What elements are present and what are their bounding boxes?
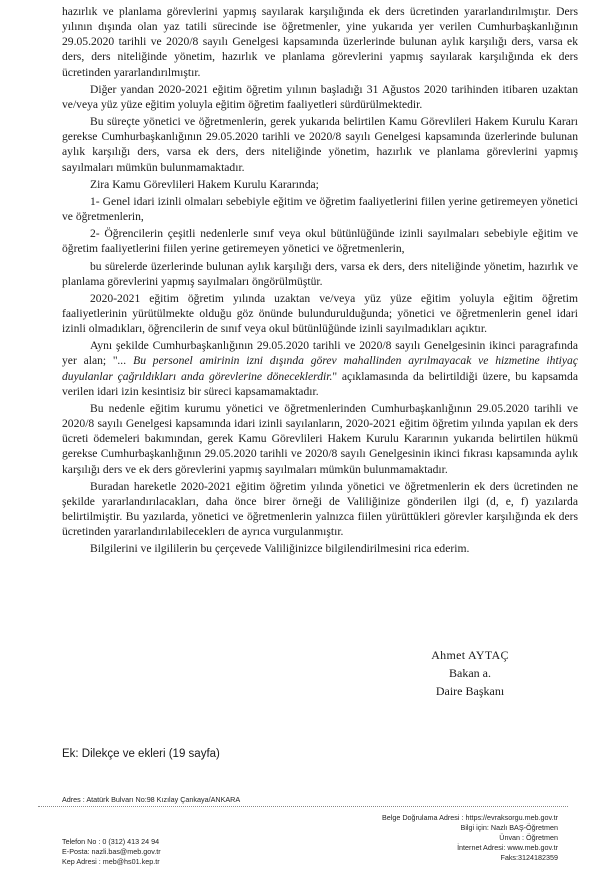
signatory-title-1: Bakan a.: [449, 666, 491, 680]
footer-contact: [62, 837, 161, 867]
paragraph-8: 2020-2021 eğitim öğretim yılında uzaktan ve/veya yüz yüze eğitim yoluyla eğitim öğretim faaliyetlerinin yürütülmekte olduğu göz önünde bulundurulduğunda; yönetici ve öğretmenlerin genel idari izinli olmadıkları, öğrencilerin de sınıf veya okul bütünlüğünde izinli sayılmadıkları açıktır.: [62, 291, 578, 336]
paragraph-12: Bilgilerini ve ilgililerin bu çerçevede Valiliğinizce bilgilendirilmesini rica ederim.: [90, 542, 470, 556]
paragraph-6: 2- Öğrencilerin çeşitli nedenlerle sınıf veya okul bütünlüğünde izinli sayılmaları sebebiyle eğitim ve öğretim faaliyetlerini fiilen yerine getiremeyen yönetici ve öğretmenlerin,: [62, 227, 578, 256]
footer-fax: Faks:3124182359: [500, 853, 558, 862]
paragraph-2: Diğer yandan 2020-2021 eğitim öğretim yılının başladığı 31 Ağustos 2020 tarihinden itibaren uzaktan ve/veya yüz yüze eğitim yoluyla eğitim öğretim faaliyetleri sürdürülmektedir.: [62, 82, 578, 111]
paragraph-9-tail: " açıklamasında da belirtildiği üzere, bu kapsamda verilen idari izin kesintisiz bir süreci kapsamamaktadır.: [62, 369, 578, 398]
footer-info: [350, 813, 558, 863]
footer-address: Adres : Atatürk Bulvarı No:98 Kızılay Çankaya/ANKARA: [62, 795, 241, 804]
signature-block: [400, 646, 540, 700]
paragraph-7: bu sürelerde üzerlerinde bulunan aylık karşılığı ders, varsa ek ders, ders niteliğinde yönetim, hazırlık ve planlama görevlerini yapmış sayılmaları öngörülmüştür.: [62, 259, 578, 288]
attachment-note: Ek: Dilekçe ve ekleri (19 sayfa): [62, 748, 220, 760]
signatory-title-2: Daire Başkanı: [435, 684, 505, 698]
genelge-quote: ... Bu personel amirinin izni dışında görev mahallinden ayrılmayacak ve hizmetine ihtiyaç duyulanlar çağrıldıkları anda görevlerine döneceklerdir.: [62, 354, 578, 383]
paragraph-11: Buradan hareketle 2020-2021 eğitim öğretim yılında yönetici ve öğretmenlerin ek ders ücretinden ne şekilde yararlandırılacakları, daha önce birer örneği de Valiliğinize gönderilen ilgi (d, e, f) yazılarda belirtilmiştir. Bu yazılarda, yönetici ve öğretmenlerin yalnızca fiilen yürüttükleri görevler karşılığında ek ders ücretinden yararlandırılabileceklerı de ayrıca vurgulanmıştır.: [62, 479, 578, 539]
footer-unvan: Ünvan : Öğretmen: [499, 833, 558, 842]
footer-phone: Telefon No : 0 (312) 413 24 94: [62, 837, 160, 846]
footer-info-contact: Bilgi için: Nazlı BAŞ-Öğretmen: [460, 823, 558, 832]
footer-divider: [38, 806, 568, 807]
footer-email: E-Posta: nazli.bas@meb.gov.tr: [62, 847, 161, 856]
paragraph-9: [62, 338, 578, 399]
footer-verification: Belge Doğrulama Adresi : https://evraksorgu.meb.gov.tr: [381, 813, 558, 822]
paragraph-9-lead: Aynı şekilde Cumhurbaşkanlığının 29.05.2020 tarihli ve 2020/8 sayılı Genelgesinin ikinci paragrafında yer alan; ": [62, 339, 578, 368]
letter-body: [62, 4, 578, 558]
paragraph-10: Bu nedenle eğitim kurumu yönetici ve öğretmenlerinden Cumhurbaşkanlığının 29.05.2020 tarihli ve 2020/8 sayılı Genelgesi kapsamında idari izinli sayılanların, 2020-2021 eğitim öğretim yılında yapılan ek ders ücreti ödemeleri bakımından, gerek Kamu Görevlileri Hakem Kurulu Kararının yukarıda belirtilen hükmü gerekse Cumhurbaşkanlığının 29.05.2020 tarihli ve 2020/8 sayılı Genelgesinin ikinci fıkrası kapsamında aylık karşılığı ders ve ek ders görevlerini yapmış sayılmaları mümkün bulunmamaktadır.: [62, 401, 578, 476]
paragraph-3: Bu süreçte yönetici ve öğretmenlerin, gerek yukarıda belirtilen Kamu Görevlileri Hakem Kurulu Kararı gerekse Cumhurbaşkanlığının 29.05.2020 tarihli ve 2020/8 sayılı Genelgesi kapsamında üzerlerinde bulunan aylık karşılığı ders, varsa ek ders, ders niteliğinde yönetim, hazırlık ve planlama görevlerini yapmış sayılmaları mümkün bulunmamaktadır.: [62, 115, 578, 174]
signatory-name: Ahmet AYTAÇ: [431, 648, 509, 662]
footer-internet: İnternet Adresi: www.meb.gov.tr: [457, 843, 558, 852]
footer-kep: Kep Adresi : meb@hs01.kep.tr: [62, 857, 160, 866]
paragraph-4: Zira Kamu Görevlileri Hakem Kurulu Kararında;: [90, 177, 319, 191]
paragraph-5: 1- Genel idari izinli olmaları sebebiyle eğitim ve öğretim faaliyetlerini fiilen yerine getiremeyen yönetici ve öğretmenlerin,: [62, 194, 578, 224]
paragraph-1: hazırlık ve planlama görevlerini yapmış sayılarak karşılığında ek ders ücretinden yararlandırılmıştır. Ders yılının dışında olan yaz tatili sürecinde ise öğretmenler, yine yukarıda yer verilen Cumhurbaşkanlığının 29.05.2020 tarihli ve 2020/8 sayılı Genelgesi kapsamında üzerlerinde bulunan aylık karşılığı ders, varsa ek ders, ders niteliğinde yönetim, hazırlık ve planlama görevlerini yapmış sayılarak karşılığında ek ders ücretinden yararlandırılmıştır.: [62, 5, 578, 79]
